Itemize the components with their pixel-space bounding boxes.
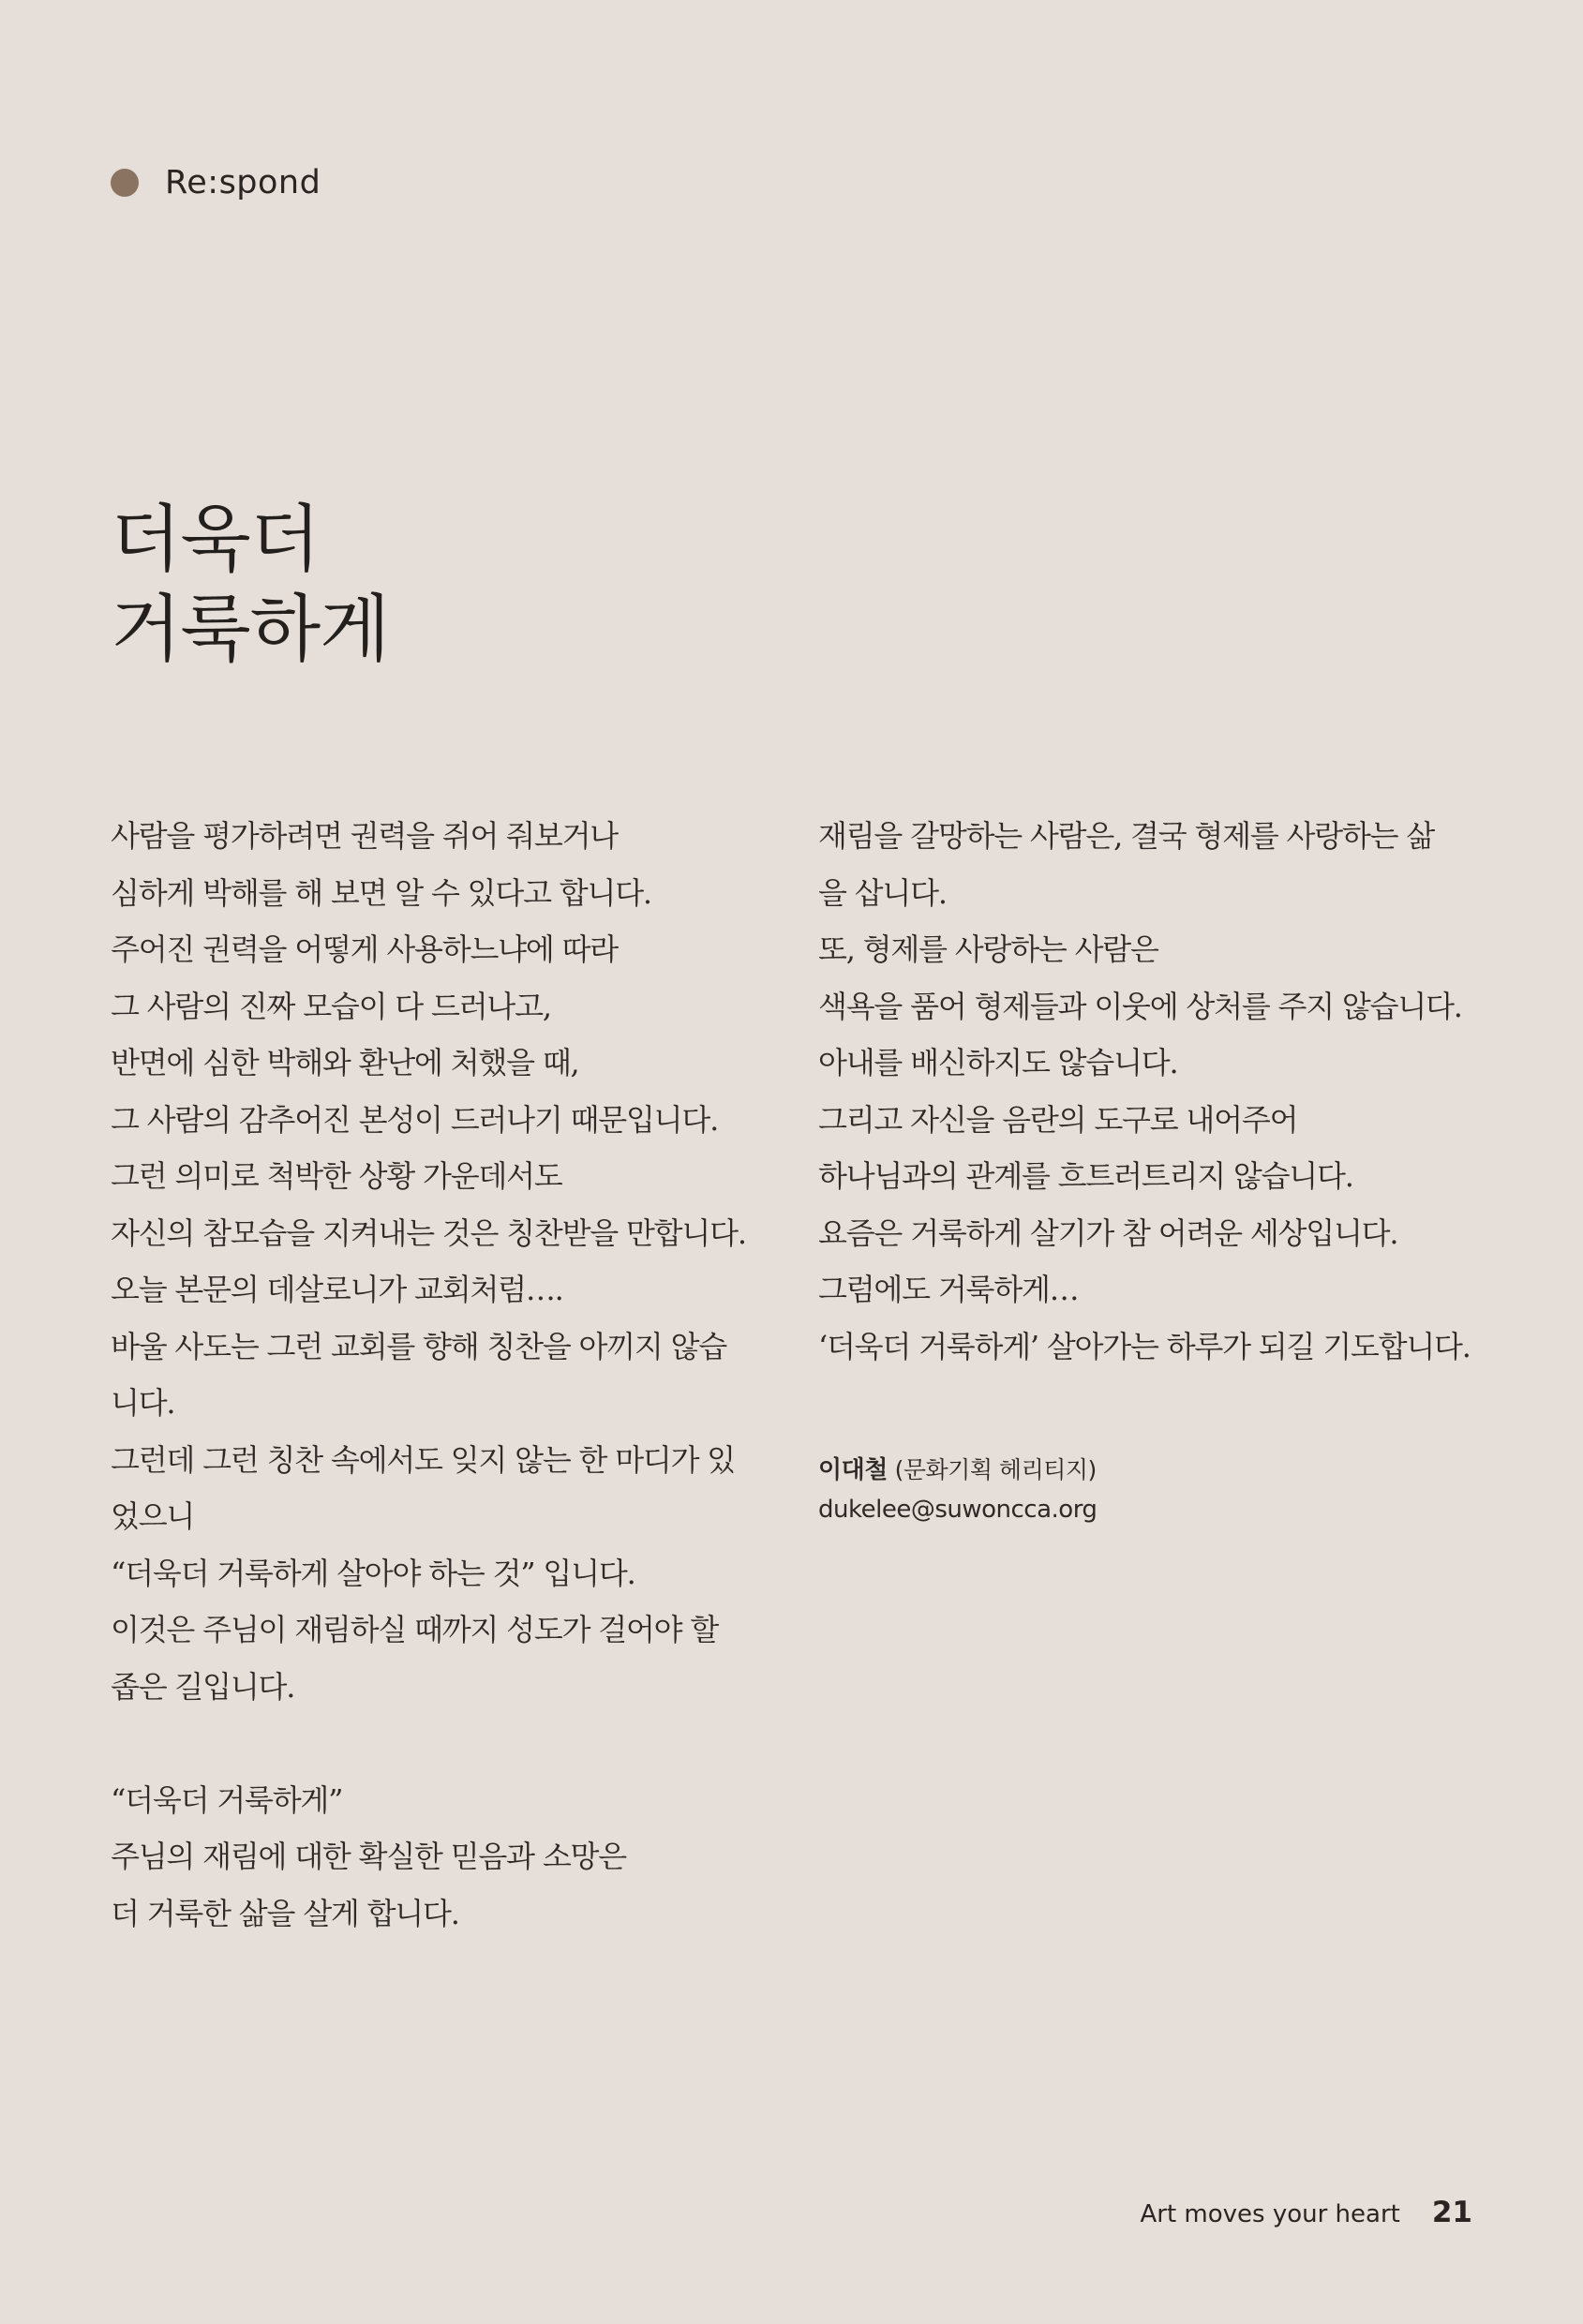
- body-line: 요즘은 거룩하게 살기가 참 어려운 세상입니다.: [818, 1214, 1398, 1251]
- body-line: 그런 의미로 척박한 상황 가운데서도: [111, 1158, 562, 1194]
- body-line: 그런데 그런 칭찬 속에서도 잊지 않는 한 마디가 있: [111, 1441, 736, 1478]
- body-line: 반면에 심한 박해와 환난에 처했을 때,: [111, 1045, 579, 1080]
- body-line: 그 사람의 감추어진 본성이 드러나기 때문입니다.: [111, 1101, 719, 1138]
- body-line: 아내를 배신하지도 않습니다.: [818, 1045, 1178, 1080]
- page-number: 21: [1431, 2196, 1472, 2229]
- footer-tagline: Art moves your heart: [1140, 2200, 1400, 2228]
- body-line: 주님의 재림에 대한 확실한 믿음과 소망은: [111, 1839, 626, 1874]
- body-column-left: [111, 808, 778, 1942]
- body-line: 자신의 참모습을 지켜내는 것은 칭찬받을 만합니다.: [111, 1214, 746, 1251]
- body-line: 바울 사도는 그런 교회를 향해 칭찬을 아끼지 않습: [111, 1328, 727, 1364]
- body-line: “더욱더 거룩하게 살아야 하는 것” 입니다.: [111, 1555, 635, 1591]
- body-line: 을 삽니다.: [818, 874, 947, 911]
- body-line: ‘더욱더 거룩하게’ 살아가는 하루가 되길 기도합니다.: [818, 1328, 1471, 1364]
- body-line: 었으니: [111, 1498, 195, 1534]
- body-line: 주어진 권력을 어떻게 사용하느냐에 따라: [111, 931, 618, 967]
- body-line: 니다.: [111, 1385, 175, 1421]
- page-footer: [1140, 2196, 1472, 2229]
- body-line: 재림을 갈망하는 사람은, 결국 형제를 사랑하는 삶: [818, 818, 1435, 854]
- body-line: 하나님과의 관계를 흐트러트리지 않습니다.: [818, 1158, 1353, 1194]
- body-line: 오늘 본문의 데살로니가 교회처럼….: [111, 1272, 563, 1307]
- body-line: 그럼에도 거룩하게…: [818, 1272, 1079, 1307]
- body-line: 또, 형제를 사랑하는 사람은: [818, 931, 1158, 967]
- body-column-right: [818, 808, 1486, 1375]
- body-line: 사람을 평가하려면 권력을 쥐어 줘보거나: [111, 818, 618, 854]
- author-affiliation: (문화기획 헤리티지): [894, 1456, 1097, 1483]
- author-email: dukelee@suwoncca.org: [818, 1496, 1098, 1524]
- page-title: [111, 495, 389, 675]
- body-line: “더욱더 거룩하게”: [111, 1781, 343, 1818]
- author-name: 이대철: [818, 1456, 888, 1484]
- body-line: 심하게 박해를 해 보면 알 수 있다고 합니다.: [111, 874, 651, 911]
- body-line: 좁은 길입니다.: [111, 1668, 295, 1705]
- body-line: 색욕을 품어 형제들과 이웃에 상처를 주지 않습니다.: [818, 988, 1462, 1024]
- body-line: 그 사람의 진짜 모습이 다 드러나고,: [111, 988, 551, 1024]
- author-byline: [818, 1451, 1097, 1529]
- paragraph-gap: [111, 1715, 778, 1772]
- title-line-1: 더욱더: [111, 498, 321, 582]
- title-line-2: 거룩하게: [111, 588, 390, 672]
- body-line: 더 거룩한 삶을 살게 합니다.: [111, 1895, 459, 1931]
- section-label: Re:spond: [165, 164, 321, 201]
- body-line: 이것은 주님이 재림하실 때까지 성도가 걸어야 할: [111, 1612, 719, 1647]
- bullet-dot-icon: [111, 169, 139, 197]
- body-line: 그리고 자신을 음란의 도구로 내어주어: [818, 1101, 1298, 1138]
- section-header: [111, 159, 321, 206]
